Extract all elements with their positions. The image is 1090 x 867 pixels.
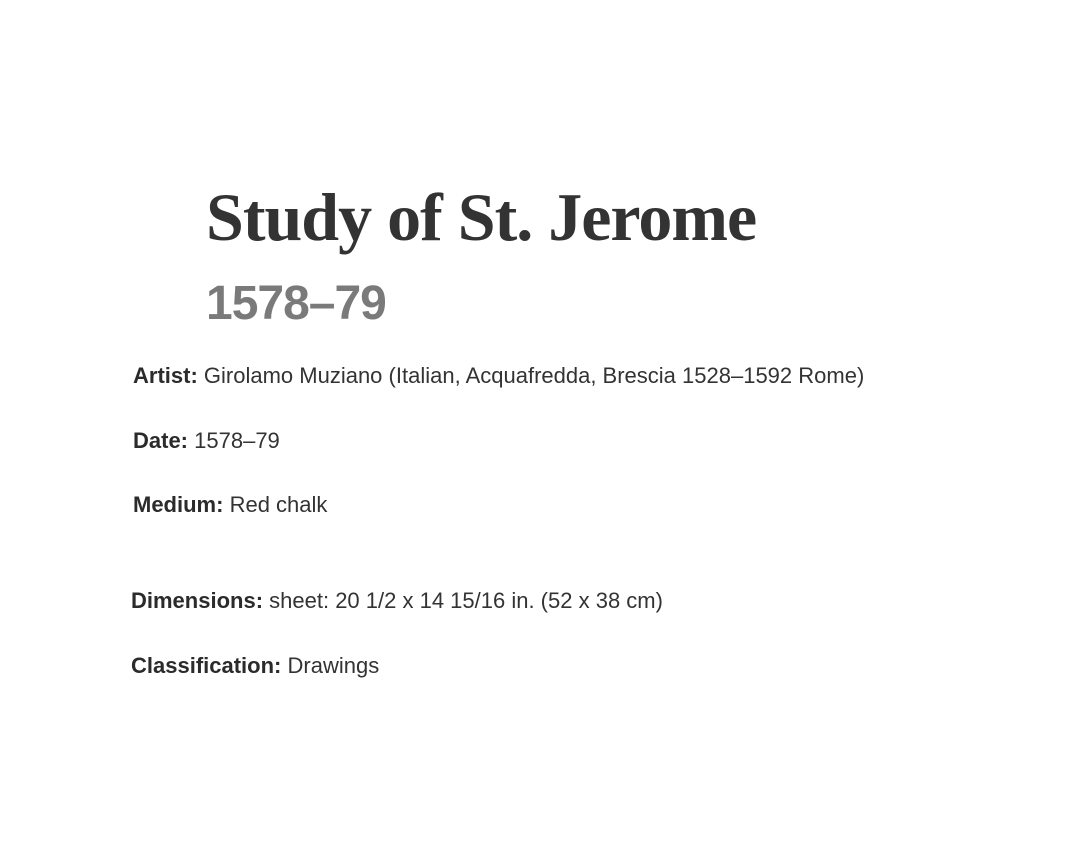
artist-field [133,361,864,391]
classification-field [131,651,379,681]
date-label: Date: [133,428,189,453]
date-value: 1578–79 [194,428,280,453]
artwork-date-heading: 1578–79 [206,277,386,330]
medium-field [133,490,327,520]
artist-value: Girolamo Muziano (Italian, Acquafredda, Brescia 1528–1592 Rome) [203,363,865,388]
classification-label: Classification: [131,653,282,678]
medium-label: Medium: [133,492,224,517]
date-field [133,426,280,456]
classification-value: Drawings [287,653,380,678]
medium-value: Red chalk [229,492,328,517]
dimensions-label: Dimensions: [131,588,264,613]
artwork-title: Study of St. Jerome [206,179,757,255]
dimensions-value: sheet: 20 1/2 x 14 15/16 in. (52 x 38 cm) [269,588,663,613]
artist-label: Artist: [133,363,198,388]
dimensions-field [131,586,663,616]
